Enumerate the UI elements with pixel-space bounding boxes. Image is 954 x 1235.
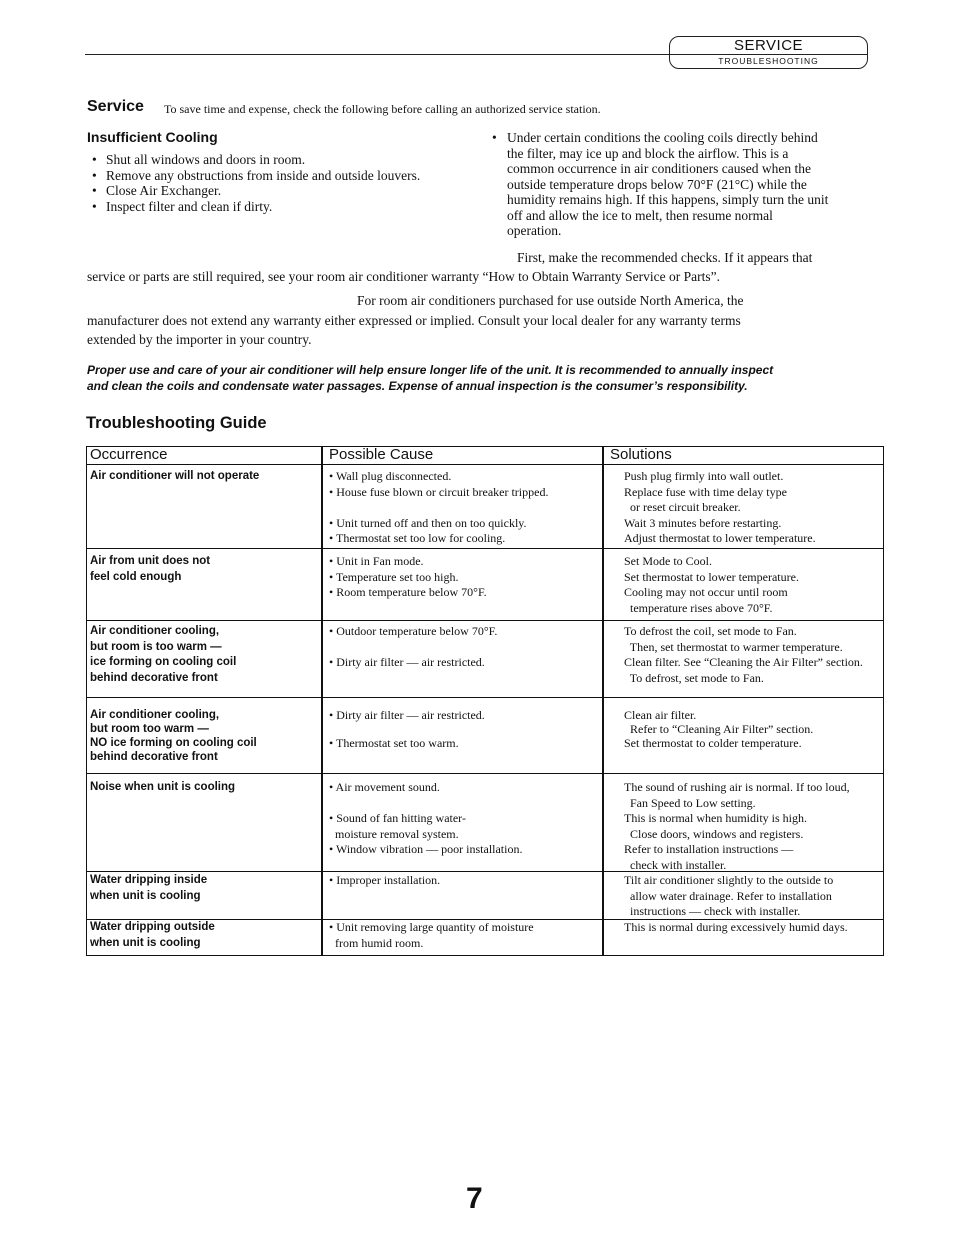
- cell-line: from humid room.: [329, 935, 424, 950]
- cell-line: but room is too warm —: [90, 640, 222, 653]
- table-column-divider: [321, 446, 323, 956]
- table-row-cause: [329, 708, 599, 750]
- care-note-line: Proper use and care of your air conditioner will help ensure longer life of the unit. It is recommended to annually inspect: [87, 363, 774, 377]
- cell-line: • Window vibration — poor installation.: [329, 842, 523, 856]
- cell-line: • Wall plug disconnected.: [329, 469, 452, 483]
- table-row-solutions: [624, 469, 886, 547]
- paragraph-line: operation.: [507, 223, 562, 238]
- table-row-rule: [86, 697, 884, 698]
- outside-na-line: extended by the importer in your country.: [87, 332, 312, 347]
- cell-line: • Dirty air filter — air restricted.: [329, 708, 485, 722]
- cell-line: behind decorative front: [90, 671, 218, 684]
- troubleshooting-guide-heading: Troubleshooting Guide: [86, 414, 267, 432]
- cell-line: • Temperature set too high.: [329, 569, 459, 584]
- cell-line: • Dirty air filter — air restricted.: [329, 655, 485, 669]
- insufficient-cooling-heading: Insufficient Cooling: [87, 129, 218, 145]
- cell-line: Air from unit does not: [90, 555, 211, 567]
- cell-line: Wait 3 minutes before restarting.: [624, 515, 782, 530]
- cell-line: Set thermostat to colder temperature.: [624, 736, 802, 750]
- care-note-line: and clean the coils and condensate water passages. Expense of annual inspection is the consumer’s responsibility.: [87, 378, 748, 393]
- table-row-cause: [329, 624, 599, 671]
- cell-line: • House fuse blown or circuit breaker tripped.: [329, 484, 549, 499]
- column-header-occurrence: Occurrence: [90, 446, 168, 463]
- cell-line: Replace fuse with time delay type: [624, 484, 787, 499]
- table-row-rule: [86, 548, 884, 549]
- column-header-solutions: Solutions: [610, 446, 672, 463]
- cell-line: • Unit in Fan mode.: [329, 554, 424, 568]
- list-item: • Remove any obstructions from inside and outside louvers.: [87, 168, 477, 184]
- cell-line: Water dripping inside: [90, 874, 208, 886]
- cell-line: Tilt air conditioner slightly to the outside to: [624, 873, 834, 887]
- table-row-occurrence: [90, 780, 318, 796]
- cell-line: Push plug firmly into wall outlet.: [624, 469, 784, 483]
- cell-line: Noise when unit is cooling: [90, 781, 236, 793]
- paragraph-line: outside temperature drops below 70°F (21°C) while the: [507, 176, 807, 192]
- table-row-occurrence: [90, 920, 318, 951]
- table-row-rule: [86, 620, 884, 621]
- bullet-icon: •: [492, 130, 497, 145]
- cell-line: • Improper installation.: [329, 873, 441, 887]
- cell-line: Clean air filter.: [624, 708, 697, 722]
- cell-line: To defrost the coil, set mode to Fan.: [624, 624, 797, 638]
- cell-line: • Thermostat set too warm.: [329, 736, 459, 750]
- cell-line: The sound of rushing air is normal. If too loud,: [624, 780, 850, 794]
- column-header-possible-cause: Possible Cause: [329, 446, 434, 463]
- paragraph-line: Under certain conditions the cooling coils directly behind: [507, 130, 818, 145]
- cell-line: Fan Speed to Low setting.: [624, 795, 756, 810]
- table-row-solutions: [624, 780, 886, 873]
- outside-na-line: manufacturer does not extend any warranty either expressed or implied. Consult your local dealer for any warranty terms: [87, 313, 741, 328]
- cell-line: Close doors, windows and registers.: [624, 826, 804, 841]
- cell-line: To defrost, set mode to Fan.: [624, 670, 764, 685]
- cell-line: or reset circuit breaker.: [624, 500, 741, 514]
- paragraph-line: off and allow the ice to melt, then resume normal: [507, 207, 773, 223]
- table-row-rule: [86, 773, 884, 774]
- table-row-occurrence: [90, 554, 318, 585]
- cell-line: feel cold enough: [90, 570, 182, 583]
- cell-line: allow water drainage. Refer to installation: [624, 888, 832, 903]
- cell-line: Air conditioner cooling,: [90, 625, 220, 637]
- table-row-cause: [329, 873, 599, 889]
- list-item: • Close Air Exchanger.: [87, 183, 477, 199]
- cell-line: Then, set thermostat to warmer temperature.: [624, 639, 843, 654]
- cell-line: Air conditioner will not operate: [90, 470, 260, 482]
- warranty-line: First, make the recommended checks. If it appears that: [517, 250, 813, 265]
- cell-line: instructions — check with installer.: [624, 904, 801, 918]
- cell-line: Water dripping outside: [90, 921, 215, 933]
- cell-spacer: [329, 722, 599, 736]
- table-row-cause: [329, 780, 599, 858]
- paragraph-line: humidity remains high. If this happens, simply turn the unit: [507, 192, 829, 207]
- cell-line: • Outdoor temperature below 70°F.: [329, 624, 498, 638]
- table-row-occurrence: [90, 873, 318, 904]
- table-row-occurrence: [90, 624, 318, 686]
- cell-line: Set Mode to Cool.: [624, 554, 713, 568]
- cell-spacer: [329, 796, 599, 812]
- table-row-solutions: [624, 708, 886, 750]
- section-tab-divider: [669, 54, 868, 55]
- table-row-solutions: [624, 920, 886, 936]
- page-number: 7: [466, 1182, 483, 1215]
- cell-line: • Air movement sound.: [329, 780, 440, 794]
- table-row-solutions: [624, 554, 886, 616]
- cell-line: check with installer.: [624, 857, 727, 872]
- table-column-divider: [602, 446, 604, 956]
- cell-line: moisture removal system.: [329, 826, 459, 841]
- cell-line: • Sound of fan hitting water-: [329, 811, 466, 825]
- list-item: • Inspect filter and clean if dirty.: [87, 199, 477, 215]
- outside-na-line: For room air conditioners purchased for use outside North America, the: [357, 293, 744, 308]
- cell-line: Cooling may not occur until room: [624, 585, 788, 599]
- cell-line: temperature rises above 70°F.: [624, 600, 773, 615]
- list-item: • Shut all windows and doors in room.: [87, 152, 477, 168]
- cell-line: Clean filter. See “Cleaning the Air Filter” section.: [624, 655, 863, 669]
- care-note: [87, 363, 857, 394]
- paragraph-line: the filter, may ice up and block the airflow. This is a: [507, 145, 789, 161]
- cell-line: Adjust thermostat to lower temperature.: [624, 531, 816, 545]
- cell-spacer: [329, 500, 599, 516]
- cell-line: This is normal when humidity is high.: [624, 811, 807, 825]
- table-header-rule: [86, 464, 884, 465]
- table-row-cause: [329, 469, 599, 547]
- table-row-occurrence: [90, 469, 318, 485]
- cell-line: Refer to “Cleaning Air Filter” section.: [624, 722, 814, 736]
- cell-line: Refer to installation instructions —: [624, 842, 794, 856]
- cell-line: • Thermostat set too low for cooling.: [329, 531, 506, 545]
- header-rule: [85, 54, 675, 55]
- coil-icing-paragraph: [490, 130, 870, 239]
- cell-line: • Unit removing large quantity of moisture: [329, 920, 534, 934]
- cell-line: but room too warm —: [90, 723, 209, 735]
- cell-line: • Room temperature below 70°F.: [329, 585, 487, 599]
- insufficient-cooling-list: [87, 152, 477, 214]
- cell-spacer: [329, 640, 599, 656]
- cell-line: ice forming on cooling coil: [90, 656, 237, 668]
- service-heading: Service: [87, 98, 144, 115]
- paragraph-line: common occurrence in air conditioners caused when the: [507, 161, 812, 176]
- service-intro: To save time and expense, check the following before calling an authorized service station.: [164, 102, 601, 116]
- table-row-cause: [329, 554, 599, 601]
- cell-line: Set thermostat to lower temperature.: [624, 569, 799, 584]
- cell-line: • Unit turned off and then on too quickly.: [329, 515, 527, 530]
- table-row-cause: [329, 920, 599, 951]
- cell-line: when unit is cooling: [90, 889, 201, 902]
- section-tab-subtitle: TROUBLESHOOTING: [718, 56, 819, 66]
- table-row-occurrence: [90, 708, 318, 764]
- cell-line: behind decorative front: [90, 751, 218, 763]
- section-tab-title: SERVICE: [733, 37, 804, 54]
- warranty-line: service or parts are still required, see your room air conditioner warranty “How to Obtain Warranty Service or Parts”.: [87, 269, 720, 284]
- cell-line: This is normal during excessively humid days.: [624, 920, 848, 934]
- cell-line: when unit is cooling: [90, 936, 201, 949]
- cell-line: NO ice forming on cooling coil: [90, 737, 257, 749]
- table-row-solutions: [624, 624, 886, 686]
- cell-line: Air conditioner cooling,: [90, 709, 220, 721]
- table-row-solutions: [624, 873, 886, 920]
